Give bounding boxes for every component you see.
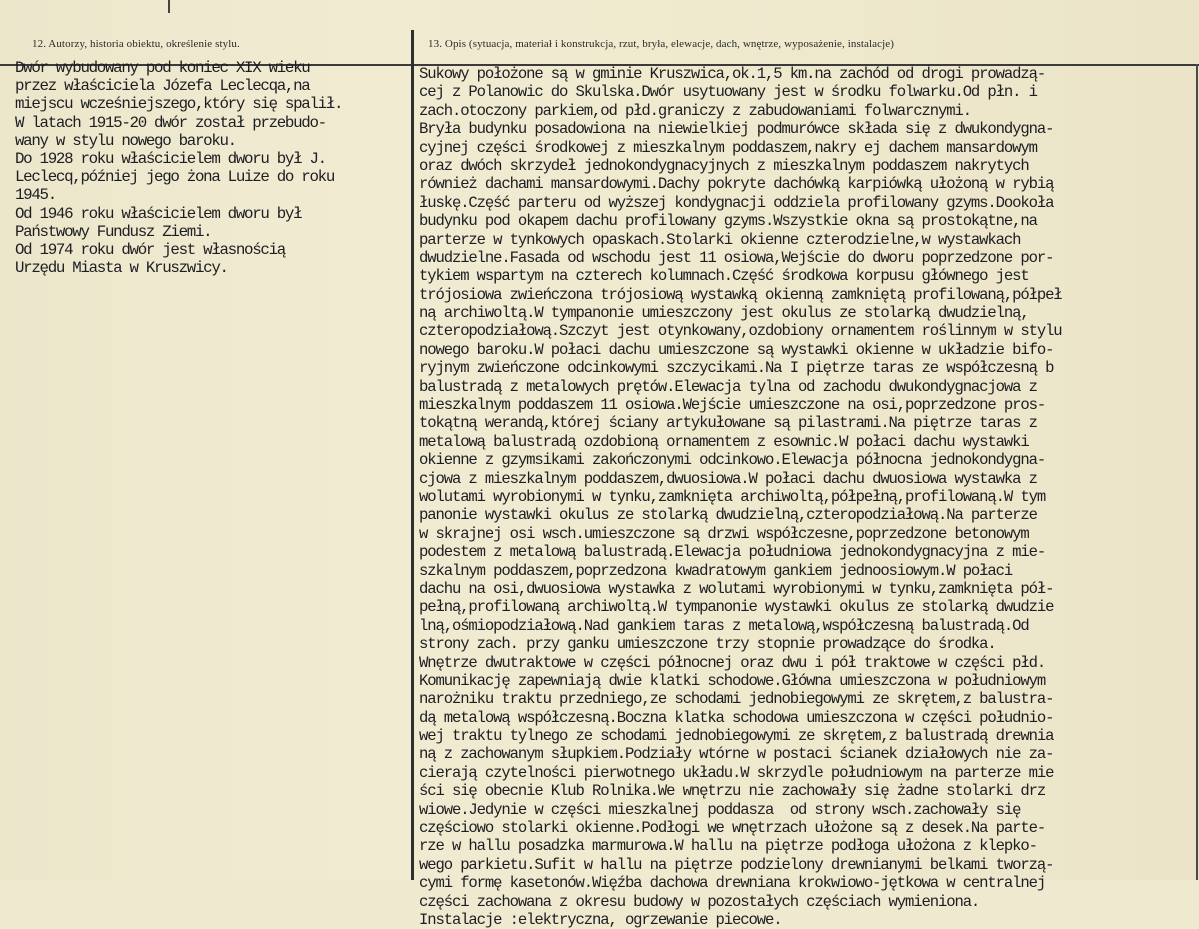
- description-text-line: ną z zachowanym słupkiem.Podziały wtórne w postaci ścianek działowych nie za-: [419, 745, 1054, 764]
- description-text-line: czteropodziałową.Szczyt jest otynkowany,ozdobiony ornamentem roślinnym w stylu: [419, 322, 1062, 341]
- history-text-line: Państwowy Fundusz Ziemi.: [15, 222, 212, 241]
- description-text-line: lną,ośmiopodziałową.Nad gankiem taras z metalową,współczesną balustradą.Od: [419, 616, 1029, 635]
- description-text-line: nowego baroku.W połaci dachu umieszczone są wystawki okienne w układzie bifo-: [419, 340, 1054, 359]
- description-text-line: panonie wystawki okulus ze stolarką dwudzielną,czteropodziałową.Na parterze: [419, 506, 1037, 525]
- description-text-line: ną archiwoltą.W tympanonie umieszczony jest okulus ze stolarką dwudzielną,: [419, 304, 1029, 323]
- description-text-line: cierają czytelności pierwotnego układu.W skrzydle południowym na parterze mie: [419, 763, 1054, 782]
- description-text-line: Komunikację zapewniają dwie klatki schodowe.Główna umieszczona w południowym: [419, 671, 1046, 690]
- description-text-line: części zachowana z okresu budowy w pozostałych częściach wymieniona.: [419, 892, 980, 911]
- description-text-line: Wnętrze dwutraktowe w części północnej oraz dwu i pół traktowe w części płd.: [419, 653, 1046, 672]
- description-text-line: tokątną werandą,której ściany artykułowane są pilastrami.Na piętrze taras z: [419, 414, 1037, 433]
- description-text-line: metalową balustradą ozdobioną ornamentem z esownic.W połaci dachu wystawki: [419, 432, 1029, 451]
- description-text-line: budynku pod okapem dachu profilowany gzyms.Wszystkie okna są prostokątne,na: [419, 212, 1037, 231]
- description-text-line: tykiem wspartym na czterech kolumnach.Część środkowa korpusu głównego jest: [419, 267, 1029, 286]
- description-text-line: dą metalową współczesną.Boczna klatka schodowa umieszczona w części południo-: [419, 708, 1054, 727]
- description-text-line: częściowo stolarki okienne.Podłogi we wnętrzach ułożone są z desek.Na parte-: [419, 819, 1046, 838]
- description-text-line: dachu na osi,dwuosiowa wystawka z wolutami wyrobionymi w tynku,zamknięta pół-: [419, 579, 1054, 598]
- description-text-line: cej z Polanowic do Skulska.Dwór usytuowany jest w środku folwarku.Od płn. i: [419, 83, 1037, 102]
- description-text-line: wolutami wyrobionymi w tynku,zamknięta archiwoltą,półpełną,profilowaną.W tym: [419, 487, 1046, 506]
- description-text-line: pełną,profilowaną archiwoltą.W tympanonie wystawki okulus ze stolarką dwudzie: [419, 598, 1054, 617]
- history-text-line: W latach 1915-20 dwór został przebudo-: [15, 113, 326, 132]
- description-text-line: Bryła budynku posadowiona na niewielkiej podmurówce składa się z dwukondygna-: [419, 120, 1054, 139]
- description-text-line: parterze w tynkowych opaskach.Stolarki okienne czterodzielne,w wystawkach: [419, 230, 1021, 249]
- description-text-block: [419, 65, 1062, 929]
- description-text-line: balustradą z metalowych prętów.Elewacja tylna od zachodu dwukondygnacjowa z: [419, 377, 1037, 396]
- description-text-line: wego parkietu.Sufit w hallu na piętrze podzielony drewnianymi belkami tworzą-: [419, 855, 1054, 874]
- column-divider: [411, 30, 414, 880]
- description-text-line: mieszkalnym poddaszem 11 osiowa.Wejście umieszczone na osi,poprzedzone pros-: [419, 396, 1046, 415]
- history-text-line: Leclecq,później jego żona Luize do roku: [15, 168, 335, 187]
- description-text-line: zach.otoczony parkiem,od płd.graniczy z zabudowaniami folwarcznymi.: [419, 101, 971, 120]
- description-text-line: oraz dwóch skrzydeł jednokondygnacyjnych z mieszkalnym poddaszem nakrytych: [419, 156, 1029, 175]
- description-text-line: Sukowy położone są w gminie Kruszwica,ok.1,5 km.na zachód od drogi prowadzą-: [419, 65, 1046, 83]
- description-text-line: również dachami mansardowymi.Dachy pokryte dachówką karpiówką ułożoną w rybią: [419, 175, 1054, 194]
- description-text-line: cymi formę kasetonów.Więźba dachowa drewniana krokwiowo-jętkowa w centralnej: [419, 874, 1046, 893]
- description-text-line: narożniku traktu przedniego,ze schodami jednobiegowymi ze skrętem,z balustra-: [419, 690, 1054, 709]
- description-text-line: cyjnej części środkowej z mieszkalnym poddaszem,nakry ej dachem mansardowym: [419, 138, 1037, 157]
- right-column-header: 13. Opis (sytuacja, materiał i konstrukcja, rzut, bryła, elewacje, dach, wnętrze, wyposażenie, instalacje): [428, 38, 894, 50]
- description-text-line: strony zach. przy ganku umieszczone trzy stopnie prowadzące do środka.: [419, 635, 996, 654]
- description-text-line: dwudzielne.Fasada od wschodu jest 11 osiowa,Wejście do dworu poprzedzone por-: [419, 248, 1054, 267]
- history-text-line: Od 1946 roku właścicielem dworu był: [15, 204, 302, 223]
- history-text-line: przez właściciela Józefa Leclecqa,na: [15, 77, 310, 96]
- description-text-line: podestem z metalową balustradą.Elewacja południowa jednokondygnacyjna z mie-: [419, 543, 1046, 562]
- top-tick-mark: [168, 0, 170, 13]
- description-text-line: trójosiowa zwieńczona trójosiową wystawką okienną zamkniętą profilowaną,półpeł: [419, 285, 1062, 304]
- description-text-line: w skrajnej osi wsch.umieszczone są drzwi współczesne,poprzedzone betonowym: [419, 524, 1029, 543]
- description-text-line: łuskę.Część parteru od wyższej kondygnacji oddziela profilowany gzyms.Dookoła: [419, 193, 1054, 212]
- description-text-line: wej traktu tylnego ze schodami jednobiegowymi ze skrętem,z balustradą drewnia: [419, 727, 1054, 746]
- description-text-line: Instalacje :elektryczna, ogrzewanie piecowe.: [419, 910, 782, 929]
- description-text-line: cjowa z mieszkalnym poddaszem,dwuosiowa.W połaci dachu dwuosiowa wystawka z: [419, 469, 1037, 488]
- description-text-line: okienne z gzymsikami zakończonymi odcinkowo.Elewacja północna jednokondygna-: [419, 451, 1046, 470]
- description-text-line: rze w hallu posadzka marmurowa.W hallu na piętrze podłoga ułożona z klepko-: [419, 837, 1037, 856]
- description-text-line: szkalnym poddaszem,poprzedzona kwadratowym gankiem jednoosiowym.W połaci: [419, 561, 1013, 580]
- history-text-line: Do 1928 roku właścicielem dworu był J.: [15, 149, 326, 168]
- description-text-line: ryjnym zwieńczone odcinkowymi szczycikami.Na I piętrze taras ze współczesną b: [419, 359, 1054, 378]
- left-column-header: 12. Autorzy, historia obiektu, określenie stylu.: [32, 38, 240, 50]
- history-text-line: 1945.: [15, 186, 56, 205]
- right-edge-rule: [1196, 64, 1198, 880]
- history-text-line: wany w stylu nowego baroku.: [15, 131, 236, 150]
- description-text-line: ści się obecnie Klub Rolnika.We wnętrzu nie zachowały się żadne stolarki drz: [419, 782, 1046, 801]
- history-text-line: Dwór wybudowany pod koniec XIX wieku: [15, 59, 310, 77]
- history-text-line: miejscu wcześniejszego,który się spalił.: [15, 95, 343, 114]
- history-text-block: [15, 59, 342, 277]
- history-text-line: Od 1974 roku dwór jest własnością: [15, 240, 285, 259]
- history-text-line: Urzędu Miasta w Kruszwicy.: [15, 259, 228, 278]
- description-text-line: wiowe.Jedynie w części mieszkalnej poddasza od strony wsch.zachowały się: [419, 800, 1021, 819]
